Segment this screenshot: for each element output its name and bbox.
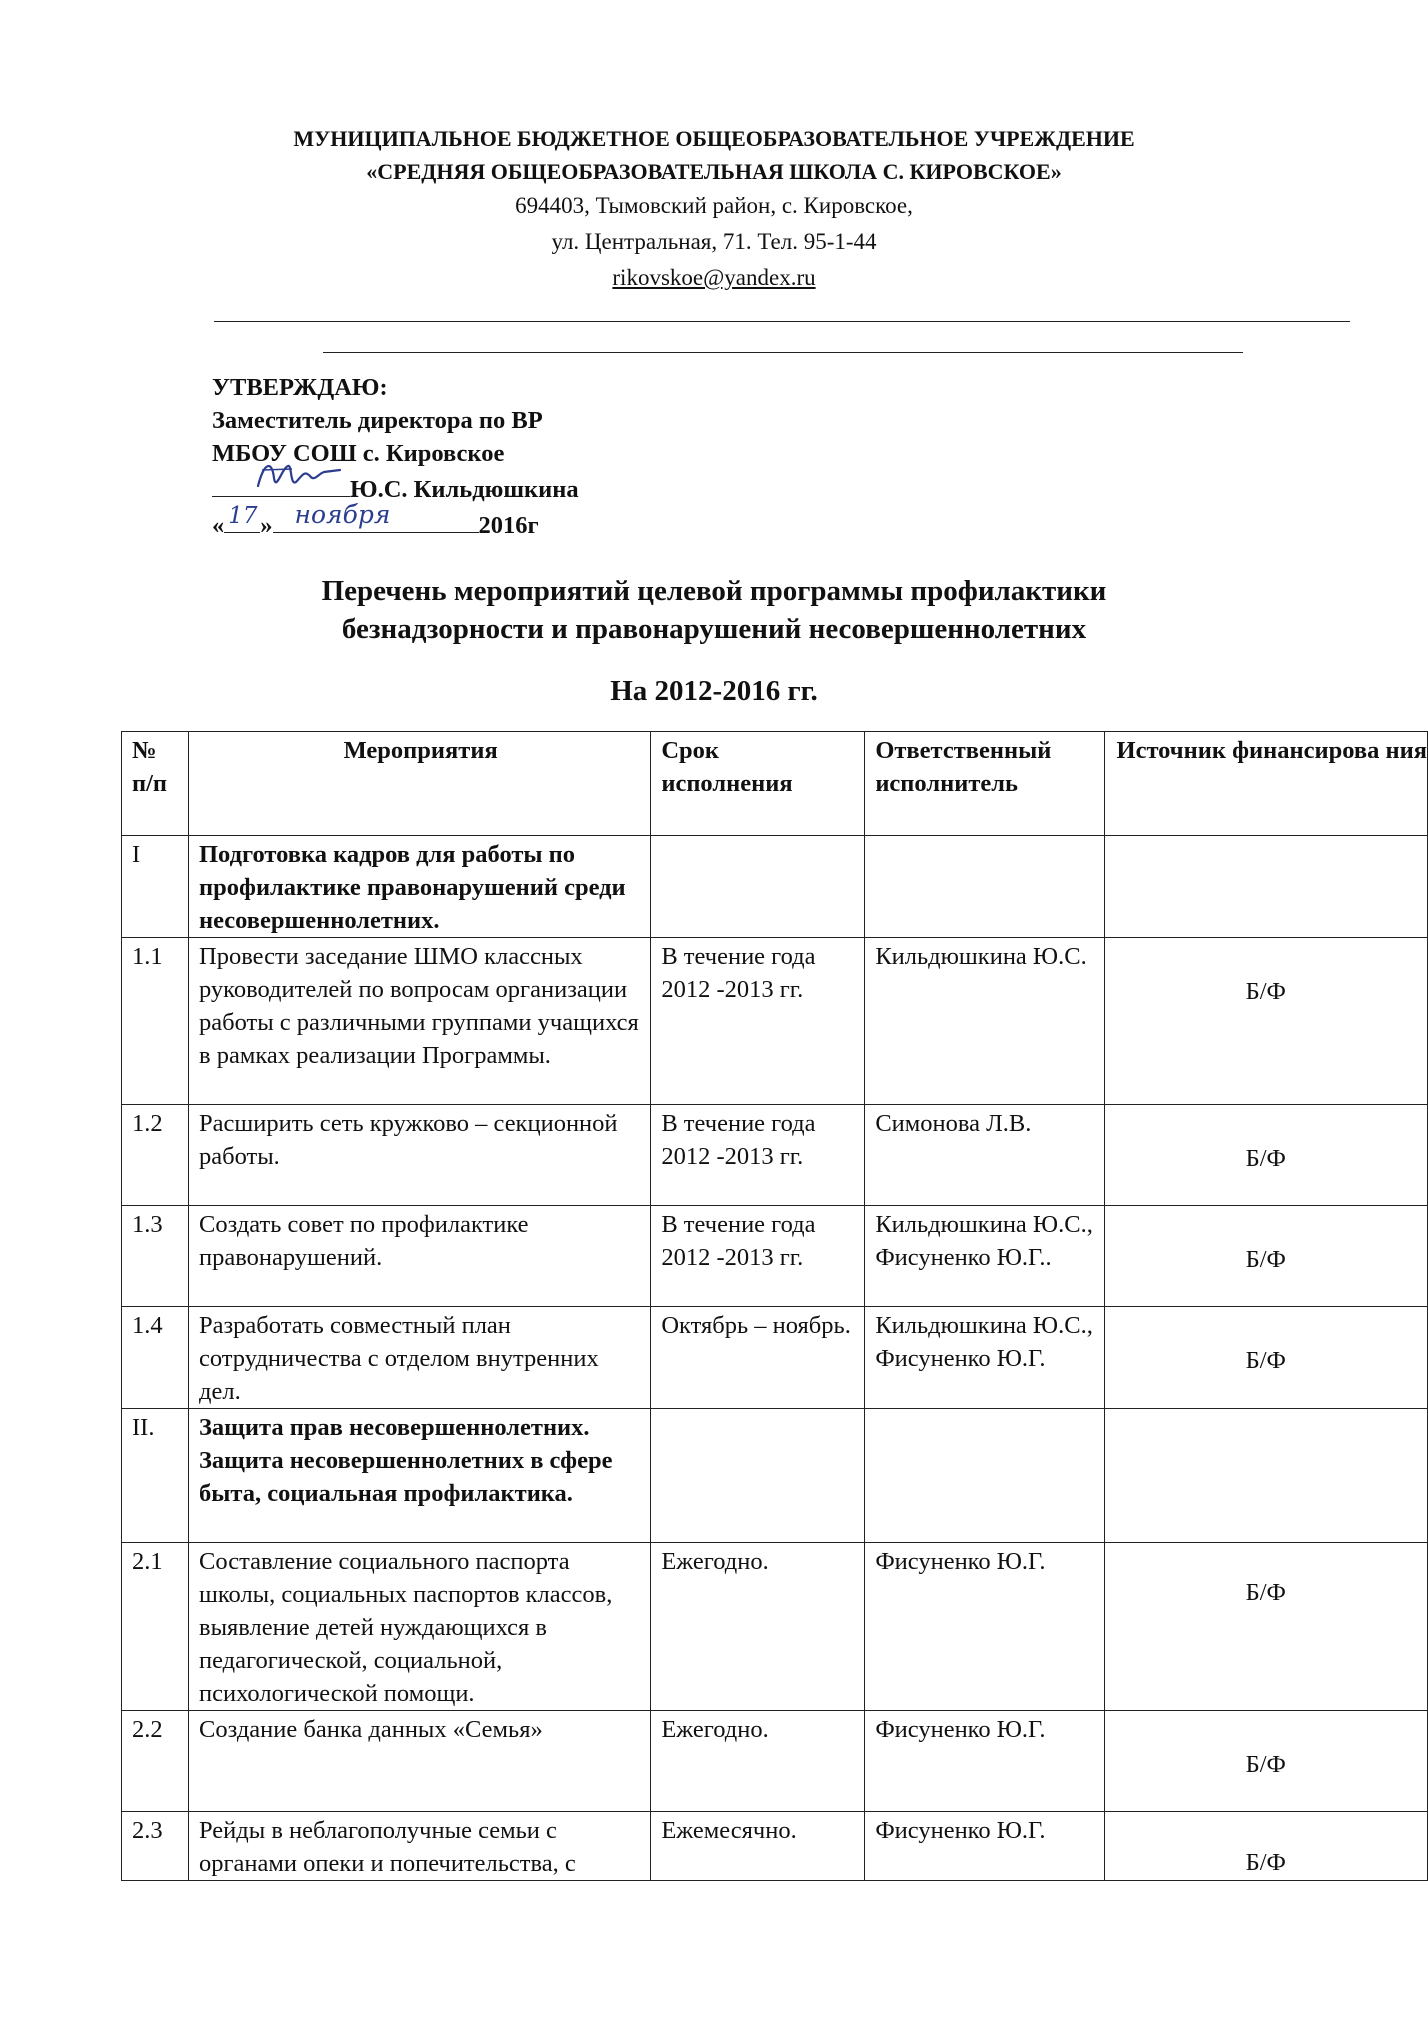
header-divider-short	[323, 352, 1243, 353]
row-financing: Б/Ф	[1104, 1543, 1427, 1711]
row-term	[651, 1409, 865, 1543]
row-num: 1.3	[122, 1206, 189, 1307]
row-term: Октябрь – ноябрь.	[651, 1307, 865, 1409]
row-financing	[1104, 1409, 1427, 1543]
row-activity: Защита прав несовершеннолетних. Защита несовершеннолетних в сфере быта, социальная профилактика.	[189, 1409, 651, 1543]
approval-name: Ю.С. Кильдюшкина	[350, 476, 579, 503]
row-term	[651, 836, 865, 938]
table-row	[122, 1543, 1428, 1711]
row-term: Ежемесячно.	[651, 1812, 865, 1881]
header-responsible: Ответственный исполнитель	[865, 732, 1104, 836]
row-term: В течение года 2012 -2013 гг.	[651, 938, 865, 1105]
row-financing: Б/Ф	[1104, 1307, 1427, 1409]
row-activity: Разработать совместный план сотрудничества с отделом внутренних дел.	[189, 1307, 651, 1409]
org-name-line1: МУНИЦИПАЛЬНОЕ БЮДЖЕТНОЕ ОБЩЕОБРАЗОВАТЕЛЬНОЕ УЧРЕЖДЕНИЕ	[293, 126, 1135, 151]
row-financing: Б/Ф	[1104, 1105, 1427, 1206]
date-close-quote: »	[260, 512, 273, 539]
row-activity: Подготовка кадров для работы по профилактике правонарушений среди несовершеннолетних.	[189, 836, 651, 938]
approval-school: МБОУ СОШ с. Кировское	[212, 440, 505, 467]
row-num: 1.1	[122, 938, 189, 1105]
row-term: В течение года 2012 -2013 гг.	[651, 1206, 865, 1307]
table-row	[122, 1711, 1428, 1812]
table-row	[122, 1812, 1428, 1881]
header-activity: Мероприятия	[189, 732, 651, 836]
row-financing: Б/Ф	[1104, 1812, 1427, 1881]
letterhead	[0, 122, 1428, 296]
row-num: II.	[122, 1409, 189, 1543]
date-month: ноября	[294, 500, 391, 529]
row-responsible	[865, 1409, 1104, 1543]
row-responsible: Фисуненко Ю.Г.	[865, 1711, 1104, 1812]
approval-block	[212, 371, 579, 542]
date-day-blank	[224, 503, 260, 533]
row-responsible: Кильдюшкина Ю.С., Фисуненко Ю.Г..	[865, 1206, 1104, 1307]
row-activity: Создать совет по профилактике правонарушений.	[189, 1206, 651, 1307]
row-activity: Расширить сеть кружково – секционной работы.	[189, 1105, 651, 1206]
row-responsible: Фисуненко Ю.Г.	[865, 1543, 1104, 1711]
date-day: 17	[228, 503, 258, 529]
approval-date	[212, 500, 579, 542]
row-responsible: Кильдюшкина Ю.С., Фисуненко Ю.Г.	[865, 1307, 1104, 1409]
table-row	[122, 1206, 1428, 1307]
table-row	[122, 1409, 1428, 1543]
signature-blank	[212, 470, 350, 497]
row-num: 1.2	[122, 1105, 189, 1206]
row-financing: Б/Ф	[1104, 1206, 1427, 1307]
row-activity: Составление социального паспорта школы, социальных паспортов классов, выявление детей нуждающихся в педагогической, социальной, психологической помощи.	[189, 1543, 651, 1711]
date-month-blank	[273, 500, 479, 533]
row-activity: Провести заседание ШМО классных руководителей по вопросам организации работы с различными группами учащихся в рамках реализации Программы.	[189, 938, 651, 1105]
row-num: I	[122, 836, 189, 938]
row-financing: Б/Ф	[1104, 938, 1427, 1105]
row-term: В течение года 2012 -2013 гг.	[651, 1105, 865, 1206]
row-responsible: Симонова Л.В.	[865, 1105, 1104, 1206]
org-name-line2: «СРЕДНЯЯ ОБЩЕОБРАЗОВАТЕЛЬНАЯ ШКОЛА С. КИРОВСКОЕ»	[366, 159, 1062, 184]
header-term: Срок исполнения	[651, 732, 865, 836]
approval-signature-line	[212, 470, 579, 506]
signature-mark	[252, 456, 347, 498]
document-title-line1: Перечень мероприятий целевой программы профилактики	[321, 575, 1107, 607]
row-term: Ежегодно.	[651, 1543, 865, 1711]
row-responsible: Фисуненко Ю.Г.	[865, 1812, 1104, 1881]
row-responsible	[865, 836, 1104, 938]
row-num: 2.2	[122, 1711, 189, 1812]
row-responsible: Кильдюшкина Ю.С.	[865, 938, 1104, 1105]
header-num: № п/п	[122, 732, 189, 836]
row-num: 1.4	[122, 1307, 189, 1409]
row-term: Ежегодно.	[651, 1711, 865, 1812]
header-divider-long	[214, 321, 1350, 322]
row-financing: Б/Ф	[1104, 1711, 1427, 1812]
approval-heading: УТВЕРЖДАЮ:	[212, 374, 388, 401]
date-open-quote: «	[212, 512, 225, 539]
table-row	[122, 1307, 1428, 1409]
table-row	[122, 1105, 1428, 1206]
header-financing: Источник финансирова ния	[1104, 732, 1427, 836]
row-num: 2.3	[122, 1812, 189, 1881]
date-year: 2016г	[478, 512, 539, 539]
activities-table	[121, 731, 1428, 1881]
row-financing	[1104, 836, 1427, 938]
approval-position: Заместитель директора по ВР	[212, 407, 543, 434]
address-line1: 694403, Тымовский район, с. Кировское,	[515, 193, 913, 218]
table-row	[122, 836, 1428, 938]
table-header-row	[122, 732, 1428, 836]
row-num: 2.1	[122, 1543, 189, 1711]
table-row	[122, 938, 1428, 1105]
document-period: На 2012-2016 гг.	[610, 675, 818, 707]
email-link[interactable]: rikovskoe@yandex.ru	[612, 265, 816, 290]
document-title-line2: безнадзорности и правонарушений несовершеннолетних	[341, 613, 1087, 645]
row-activity: Рейды в неблагополучные семьи с органами опеки и попечительства, с	[189, 1812, 651, 1881]
address-line2: ул. Центральная, 71. Тел. 95-1-44	[551, 229, 877, 254]
row-activity: Создание банка данных «Семья»	[189, 1711, 651, 1812]
